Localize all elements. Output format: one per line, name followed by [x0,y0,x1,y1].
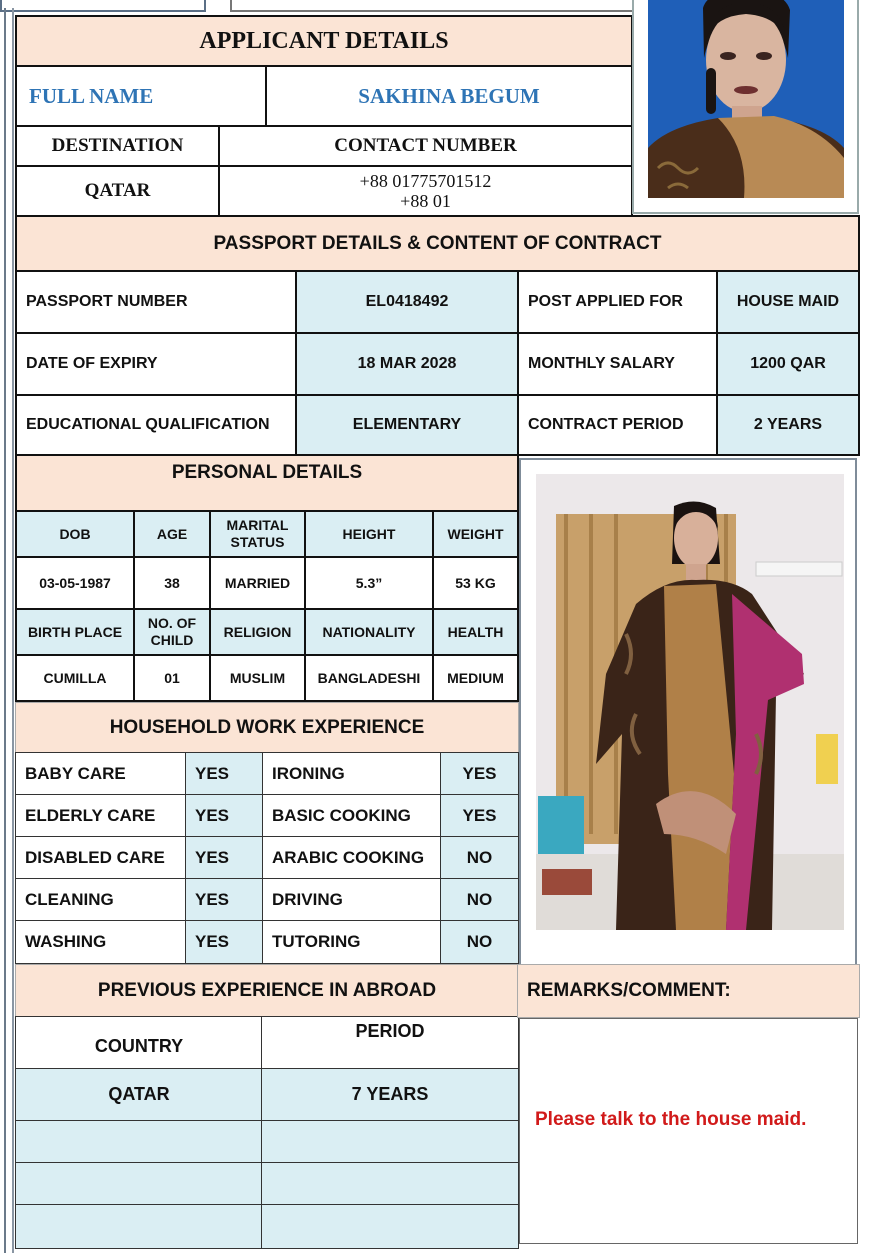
date-of-expiry-value: 18 MAR 2028 [295,332,519,396]
contract-period-value: 2 YEARS [716,394,860,456]
skill-label: WASHING [15,920,186,964]
household-title: HOUSEHOLD WORK EXPERIENCE [15,702,519,754]
post-applied-value: HOUSE MAID [716,270,860,334]
age-value: 38 [133,556,211,610]
dob-header: DOB [15,510,135,558]
dob-value: 03-05-1987 [15,556,135,610]
abroad-country [15,1120,263,1164]
skill-label: DRIVING [262,878,441,922]
date-of-expiry-label: DATE OF EXPIRY [15,332,297,396]
abroad-country [15,1162,263,1206]
abroad-period: 7 YEARS [261,1068,519,1122]
skill-label: BABY CARE [15,752,186,796]
skill-value: YES [185,878,263,922]
skill-label: TUTORING [262,920,441,964]
page-border [12,8,14,1253]
remarks-text: Please talk to the house maid. [535,1109,807,1130]
full-body-photo-frame [519,458,857,966]
country-header: COUNTRY [15,1016,263,1070]
skill-value: YES [185,836,263,880]
passport-photo [648,0,844,198]
skill-value: NO [440,878,519,922]
monthly-salary-label: MONTHLY SALARY [517,332,718,396]
post-applied-label: POST APPLIED FOR [517,270,718,334]
page-border [4,8,6,1253]
contact-number-label: CONTACT NUMBER [218,125,633,167]
skill-label: ELDERLY CARE [15,794,186,838]
skill-value: YES [185,920,263,964]
remarks-title: REMARKS/COMMENT: [517,964,860,1018]
height-value: 5.3” [304,556,434,610]
contact-number-cell [218,165,633,217]
skill-label: ARABIC COOKING [262,836,441,880]
abroad-period [261,1120,519,1164]
personal-title: PERSONAL DETAILS [15,454,519,512]
abroad-title: PREVIOUS EXPERIENCE IN ABROAD [15,964,519,1018]
marital-status-value: MARRIED [209,556,306,610]
no-of-child-value: 01 [133,654,211,702]
passport-number-label: PASSPORT NUMBER [15,270,297,334]
skill-value: NO [440,836,519,880]
passport-photo-portrait [648,0,844,198]
skill-label: BASIC COOKING [262,794,441,838]
passport-photo-frame [632,0,859,214]
skill-label: DISABLED CARE [15,836,186,880]
skill-value: YES [440,752,519,796]
height-header: HEIGHT [304,510,434,558]
full-body-photo-portrait [536,474,844,930]
top-border-box [0,0,206,12]
age-header: AGE [133,510,211,558]
passport-number-value: EL0418492 [295,270,519,334]
nationality-header: NATIONALITY [304,608,434,656]
birth-place-header: BIRTH PLACE [15,608,135,656]
skill-value: NO [440,920,519,964]
no-of-child-header: NO. OF CHILD [133,608,211,656]
abroad-period [261,1204,519,1249]
full-name-value: SAKHINA BEGUM [265,65,633,127]
health-value: MEDIUM [432,654,519,702]
skill-value: YES [440,794,519,838]
destination-value: QATAR [15,165,220,217]
religion-value: MUSLIM [209,654,306,702]
health-header: HEALTH [432,608,519,656]
applicant-title: APPLICANT DETAILS [15,15,633,67]
passport-title: PASSPORT DETAILS & CONTENT OF CONTRACT [15,215,860,272]
top-border-box [230,0,634,12]
abroad-country: QATAR [15,1068,263,1122]
contract-period-label: CONTRACT PERIOD [517,394,718,456]
monthly-salary-value: 1200 QAR [716,332,860,396]
period-header: PERIOD [261,1016,519,1070]
nationality-value: BANGLADESHI [304,654,434,702]
full-body-photo [536,474,844,930]
abroad-country [15,1204,263,1249]
abroad-period [261,1162,519,1206]
education-value: ELEMENTARY [295,394,519,456]
weight-header: WEIGHT [432,510,519,558]
full-name-label: FULL NAME [15,65,267,127]
contact-number-primary: +88 01775701512 [359,171,492,191]
education-label: EDUCATIONAL QUALIFICATION [15,394,297,456]
weight-value: 53 KG [432,556,519,610]
contact-number-secondary: +88 01 [400,191,451,211]
religion-header: RELIGION [209,608,306,656]
skill-label: CLEANING [15,878,186,922]
destination-label: DESTINATION [15,125,220,167]
skill-label: IRONING [262,752,441,796]
skill-value: YES [185,752,263,796]
remarks-box [519,1018,858,1244]
birth-place-value: CUMILLA [15,654,135,702]
marital-status-header: MARITAL STATUS [209,510,306,558]
skill-value: YES [185,794,263,838]
